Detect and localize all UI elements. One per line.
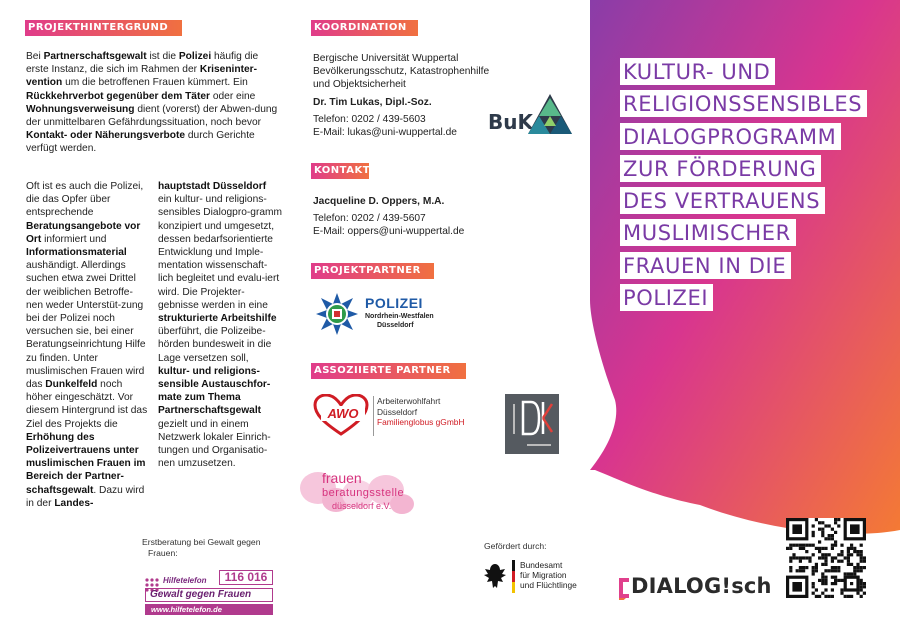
section-header-koordination: KOORDINATION <box>311 20 418 36</box>
right-column-paragraph: hauptstadt Düsseldorf ein kultur- und religions-sensibles Dialogpro-gramm konzipiert und umgesetzt, dessen bedarfsorientierte Entwicklung und Imple-mentation wissenschaft-lich begleitet und evalu-iert wird. Die Projekter-gebnisse werden in eine strukturierte Arbeitshilfe überführt, die Polizeibe-hörden bundesweit in die Lage versetzen soll, kultur- und religions-sensible Austauschfor-mate zum Thema Partnerschaftsgewalt gezielt und in einem Netzwerk lokaler Einrich-tungen und Organisatio-nen umzusetzen. <box>158 181 282 470</box>
section-header-kontakt: KONTAKT <box>311 163 369 179</box>
cover-title-line: POLIZEI <box>620 284 713 311</box>
frauen-logo-line1: frauen <box>322 470 362 486</box>
awo-logo-text <box>377 396 465 428</box>
section-header-projektpartner: PROJEKTPARTNER <box>311 263 434 279</box>
cover-title-line: FRAUEN IN DIE <box>620 252 791 279</box>
hilfetelefon-slogan: Gewalt gegen Frauen <box>145 588 273 602</box>
dialogisch-bracket-icon <box>616 576 632 600</box>
awo-logo-mark: AWO <box>321 406 365 421</box>
bamf-caption: Gefördert durch: <box>484 541 547 551</box>
awo-logo-line3: Familienglobus gGmbH <box>377 417 465 427</box>
hilfetelefon-caption-line2: Frauen: <box>148 548 178 558</box>
buk-triangle-icon <box>526 92 574 136</box>
polizei-logo-line2: Düsseldorf <box>377 322 414 329</box>
kontakt-block <box>313 195 513 239</box>
qr-code-icon <box>786 518 866 598</box>
section-header-assoziierte-partner: ASSOZIIERTE PARTNER <box>311 363 466 379</box>
awo-logo-line2: Düsseldorf <box>377 406 418 417</box>
qr-code[interactable] <box>786 518 866 598</box>
cover-title-line: MUSLIMISCHER <box>620 219 796 246</box>
cover-title-line: KULTUR- UND <box>620 58 775 85</box>
dialogisch-logo <box>616 574 786 604</box>
buk-logo-text: BuK <box>488 110 533 134</box>
bamf-line3: und Flüchtlinge <box>520 580 577 590</box>
cover-title-line: ZUR FÖRDERUNG <box>620 155 821 182</box>
kontakt-phone: Telefon: 0202 / 439-5607 <box>313 213 426 225</box>
section-header-projekthintergrund: PROJEKTHINTERGRUND <box>25 20 182 36</box>
hilfetelefon-url[interactable]: www.hilfetelefon.de <box>145 604 273 615</box>
hilfetelefon-caption-line1: Erstberatung bei Gewalt gegen <box>142 537 261 547</box>
federal-eagle-icon <box>482 562 508 592</box>
koordination-person: Dr. Tim Lukas, Dipl.-Soz. <box>313 96 432 108</box>
koordination-email[interactable]: E-Mail: lukas@uni-wuppertal.de <box>313 127 457 139</box>
awo-logo-line1: Arbeiterwohlfahrt <box>377 396 441 406</box>
koordination-line2: Bevölkerungsschutz, Katastrophenhilfe <box>313 66 490 78</box>
left-column-paragraph: Oft ist es auch die Polizei, die das Opfer über entsprechende Beratungsangebote vor Ort informiert und Informationsmaterial aushändigt. Allerdings suchen etwa zwei Drittel der weiblichen Betroffe-nen weder Unterstüt-zung bei der Polizei noch versuchen sie, bei einer Beratungseinrichtung Hilfe zu finden. Unter muslimischen Frauen wird das Dunkelfeld noch höher eingeschätzt. Vor diesem Hintergrund ist das Ziel des Projekts die Erhöhung des Polizeivertrauens unter muslimischen Frauen im Bereich der Partner-schaftsgewalt. Dazu wird in der Landes- <box>26 181 148 509</box>
dfk-logo <box>505 394 559 454</box>
hilfetelefon-brand: Hilfetelefon <box>163 576 207 585</box>
cover-title-line: RELIGIONSSENSIBLES <box>620 90 867 117</box>
bamf-logo <box>482 560 592 600</box>
frauen-logo-line3: düsseldorf e.V. <box>332 501 392 511</box>
polizei-logo-name: POLIZEI <box>365 295 423 311</box>
dialogisch-logo-text: DIALOG!sch <box>631 574 772 598</box>
cover-title <box>620 58 867 316</box>
dfk-mark-icon <box>505 394 559 454</box>
koordination-line3: und Objektsicherheit <box>313 79 406 91</box>
buk-logo <box>488 92 578 138</box>
awo-logo <box>313 394 493 438</box>
polizei-star-icon <box>315 292 359 336</box>
bamf-line1: Bundesamt <box>520 560 563 570</box>
koordination-block <box>313 52 513 139</box>
intro-paragraph: Bei Partnerschaftsgewalt ist die Polizei häufig die erste Instanz, die sich im Rahmen der Kriseninter-vention um die betroffenen Frauen kümmert. Ein Rückkehrverbot gegenüber dem Täter oder eine Wohnungsverweisung dient (vorerst) der Abwen-dung der unmittelbaren Gefährdungssituation, noch bevor Kontakt- oder Näherungsverbote durch Gerichte verfügt werden. <box>26 51 278 155</box>
kontakt-person: Jacqueline D. Oppers, M.A. <box>313 196 445 207</box>
hilfetelefon-caption <box>142 537 322 559</box>
cover-title-line: DES VERTRAUENS <box>620 187 825 214</box>
kontakt-email[interactable]: E-Mail: oppers@uni-wuppertal.de <box>313 226 465 238</box>
frauenberatungsstelle-logo <box>298 460 438 520</box>
bamf-line2: für Migration <box>520 570 567 580</box>
bamf-text <box>520 560 577 590</box>
polizei-logo-line1: Nordrhein-Westfalen <box>365 313 434 320</box>
cover-title-line: DIALOGPROGRAMM <box>620 123 841 150</box>
polizei-logo <box>315 292 475 336</box>
koordination-phone: Telefon: 0202 / 439-5603 <box>313 113 426 125</box>
hilfetelefon-logo[interactable] <box>141 568 274 616</box>
hilfetelefon-number: 116 016 <box>219 570 273 585</box>
frauen-logo-line2: beratungsstelle <box>322 487 405 499</box>
koordination-line1: Bergische Universität Wuppertal <box>313 53 459 64</box>
